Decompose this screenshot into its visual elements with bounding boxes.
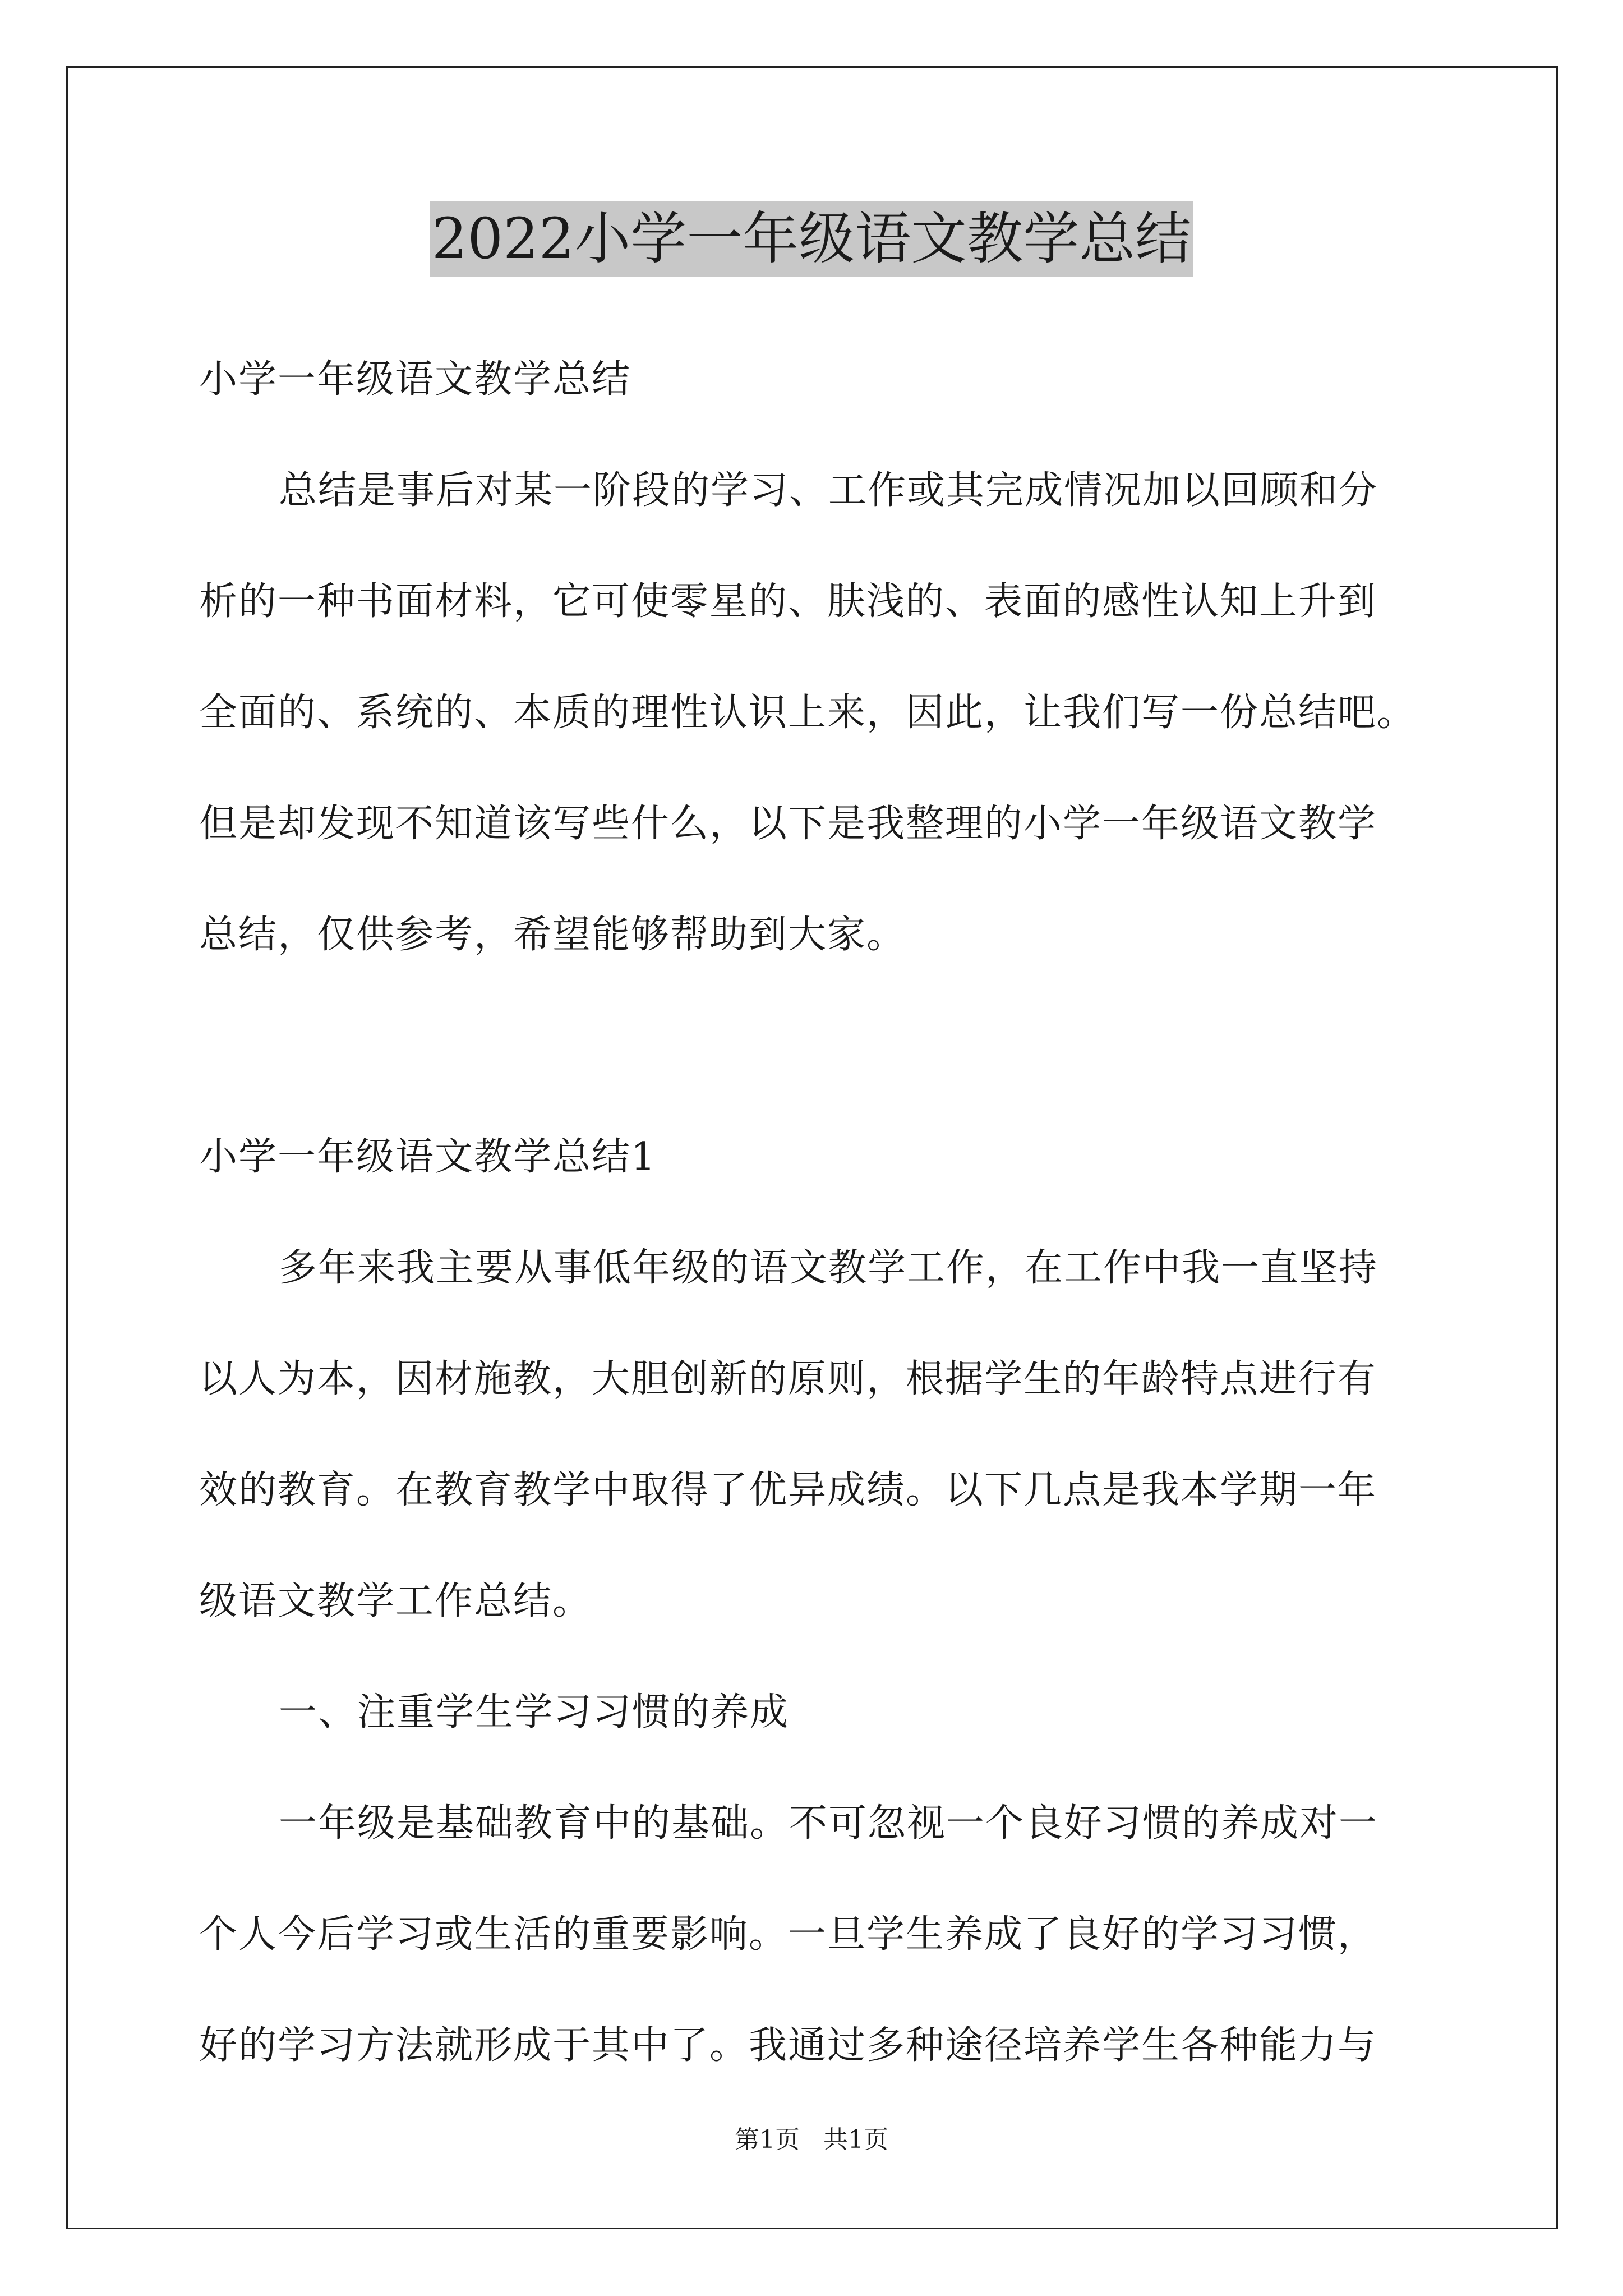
paragraph-line: 级语文教学工作总结。 [199,1579,592,1623]
paragraph-line: 以人为本，因材施教，大胆创新的原则，根据学生的年龄特点进行有 [199,1357,1377,1401]
paragraph-line: 析的一种书面材料，它可使零星的、肤浅的、表面的感性认知上升到 [199,579,1377,624]
paragraph-line: 总结是事后对某一阶段的学习、工作或其完成情况加以回顾和分 [279,468,1378,513]
paragraph-line: 多年来我主要从事低年级的语文教学工作，在工作中我一直坚持 [279,1246,1378,1290]
section-heading: 小学一年级语文教学总结1 [199,1135,657,1179]
paragraph-line: 但是却发现不知道该写些什么，以下是我整理的小学一年级语文教学 [199,802,1377,846]
title-container [0,201,1623,277]
subtitle: 小学一年级语文教学总结 [199,357,631,402]
document-title: 2022小学一年级语文教学总结 [430,201,1194,277]
page-footer: 第1页 共1页 [735,2125,888,2154]
paragraph-line: 好的学习方法就形成于其中了。我通过多种途径培养学生各种能力与 [199,2023,1377,2068]
paragraph-line: 效的教育。在教育教学中取得了优异成绩。以下几点是我本学期一年 [199,1468,1377,1512]
paragraph-line: 个人今后学习或生活的重要影响。一旦学生养成了良好的学习习惯， [199,1912,1377,1957]
paragraph-line: 一年级是基础教育中的基础。不可忽视一个良好习惯的养成对一 [279,1801,1378,1846]
subsection-heading: 一、注重学生学习习惯的养成 [279,1690,790,1734]
paragraph-line: 全面的、系统的、本质的理性认识上来，因此，让我们写一份总结吧。 [199,691,1417,735]
paragraph-line: 总结，仅供参考，希望能够帮助到大家。 [199,913,906,957]
